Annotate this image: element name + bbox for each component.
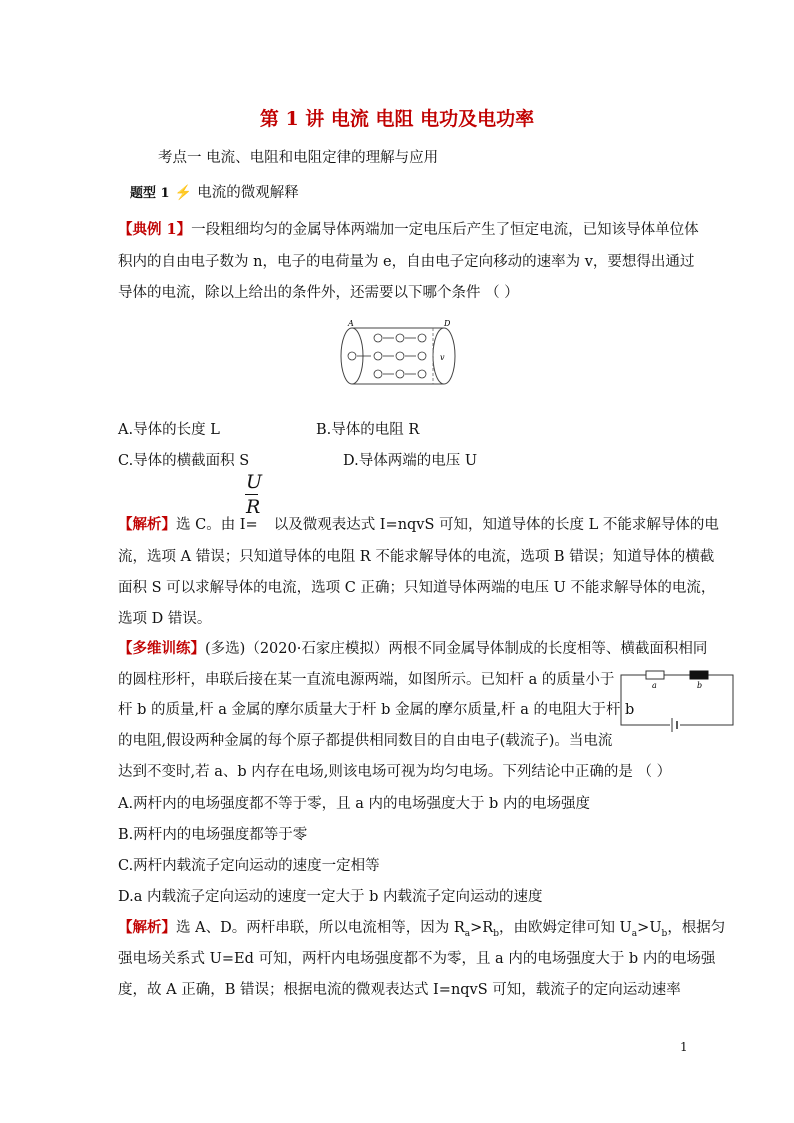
analysis2-tag: 【解析】 <box>118 919 176 936</box>
fraction-bar <box>245 494 258 495</box>
training-option-b: B.两杆内的电场强度都等于零 <box>118 827 308 843</box>
analysis1-post: 以及微观表达式 I=nqvS 可知，知道导体的长度 L 不能求解导体的电 <box>273 517 719 533</box>
question-type-heading <box>130 181 299 202</box>
conductor-figure <box>338 318 464 394</box>
training-text: (多选)（2020·石家庄模拟）两根不同金属导体制成的长度相等、横截面积相同 <box>205 641 708 657</box>
training-line2: 的圆柱形杆，串联后接在某一直流电源两端，如图所示。已知杆 a 的质量小于 <box>118 672 615 688</box>
training-line5: 达到不变时,若 a、b 内存在电场,则该电场可视为均匀电场。下列结论中正确的是 （ ） <box>118 764 672 780</box>
example1-line1 <box>118 218 699 239</box>
option-c: C.导体的横截面积 S <box>118 453 250 469</box>
analysis1-line3: 面积 S 可以求解导体的电流，选项 C 正确；只知道导体两端的电压 U 不能求解导体的电流， <box>118 580 716 596</box>
label-d: D <box>444 319 451 328</box>
fraction-denominator: R <box>246 496 261 518</box>
analysis1-line2: 流，选项 A 错误；只知道导体的电阻 R 不能求解导体的电流，选项 B 错误；知道导体的横截 <box>118 549 715 565</box>
training-option-d: D.a 内载流子定向运动的速度一定大于 b 内载流子定向运动的速度 <box>118 889 543 905</box>
analysis2-line1 <box>118 916 725 939</box>
label-v: v <box>440 353 445 362</box>
page-title: 第 1 讲 电流 电阻 电功及电功率 <box>259 108 535 130</box>
analysis1-line1 <box>118 513 719 534</box>
analysis1-tag: 【解析】 <box>118 516 176 533</box>
circuit-diagram <box>618 666 738 732</box>
subscript-d: b <box>661 928 668 939</box>
circuit-label-b: b <box>697 681 703 690</box>
training-line3: 杆 b 的质量,杆 a 金属的摩尔质量大于杆 b 金属的摩尔质量,杆 a 的电阻大于杆 b <box>118 702 635 718</box>
option-b: B.导体的电阻 R <box>316 422 420 438</box>
circuit-label-a: a <box>652 681 657 690</box>
analysis2-line2: 强电场关系式 U=Ed 可知，两杆内电场强度都不为零，且 a 内的电场强度大于 b 内的电场强 <box>118 951 716 967</box>
option-a: A.导体的长度 L <box>118 422 220 438</box>
subscript-c: a <box>631 928 638 939</box>
analysis2-text-a: 选 A、D。两杆串联，所以电流相等，因为 R <box>176 920 465 936</box>
analysis1-pre: 选 C。由 I= <box>176 517 258 533</box>
analysis2-line3: 度，故 A 正确，B 错误；根据电流的微观表达式 I=nqvS 可知，载流子的定向运动速率 <box>118 982 681 998</box>
question-type-text: 电流的微观解释 <box>197 185 299 201</box>
example1-tag: 【典例 1】 <box>118 221 192 238</box>
analysis1-line4: 选项 D 错误。 <box>118 611 212 627</box>
subscript-b: b <box>493 928 499 939</box>
training-line1 <box>118 637 707 658</box>
lightning-icon: ⚡ <box>174 185 193 201</box>
label-a: A <box>348 319 354 328</box>
analysis2-text-c: ，由欧姆定律可知 U <box>498 920 632 936</box>
page-number: 1 <box>680 1040 688 1054</box>
analysis2-text-e: ，根据匀 <box>667 920 726 936</box>
training-line4: 的电阻,假设两种金属的每个原子都提供相同数目的自由电子(载流子)。当电流 <box>118 733 613 749</box>
fraction-numerator: U <box>246 471 263 493</box>
example1-line2: 积内的自由电子数为 n，电子的电荷量为 e，自由电子定向移动的速率为 v，要想得出通过 <box>118 254 695 270</box>
example1-text: 一段粗细均匀的金属导体两端加一定电压后产生了恒定电流，已知该导体单位体 <box>191 222 699 238</box>
subscript-a: a <box>464 928 471 939</box>
analysis2-text-b: >R <box>470 920 494 936</box>
training-option-a: A.两杆内的电场强度都不等于零，且 a 内的电场强度大于 b 内的电场强度 <box>118 796 590 812</box>
question-type-badge: 题型 1 <box>130 186 170 201</box>
training-tag: 【多维训练】 <box>118 640 205 657</box>
section-heading: 考点一 电流、电阻和电阻定律的理解与应用 <box>158 150 439 166</box>
example1-line3: 导体的电流，除以上给出的条件外，还需要以下哪个条件 （ ） <box>118 285 519 301</box>
analysis2-text-d: >U <box>637 920 662 936</box>
training-option-c: C.两杆内载流子定向运动的速度一定相等 <box>118 858 380 874</box>
option-d: D.导体两端的电压 U <box>343 453 478 469</box>
